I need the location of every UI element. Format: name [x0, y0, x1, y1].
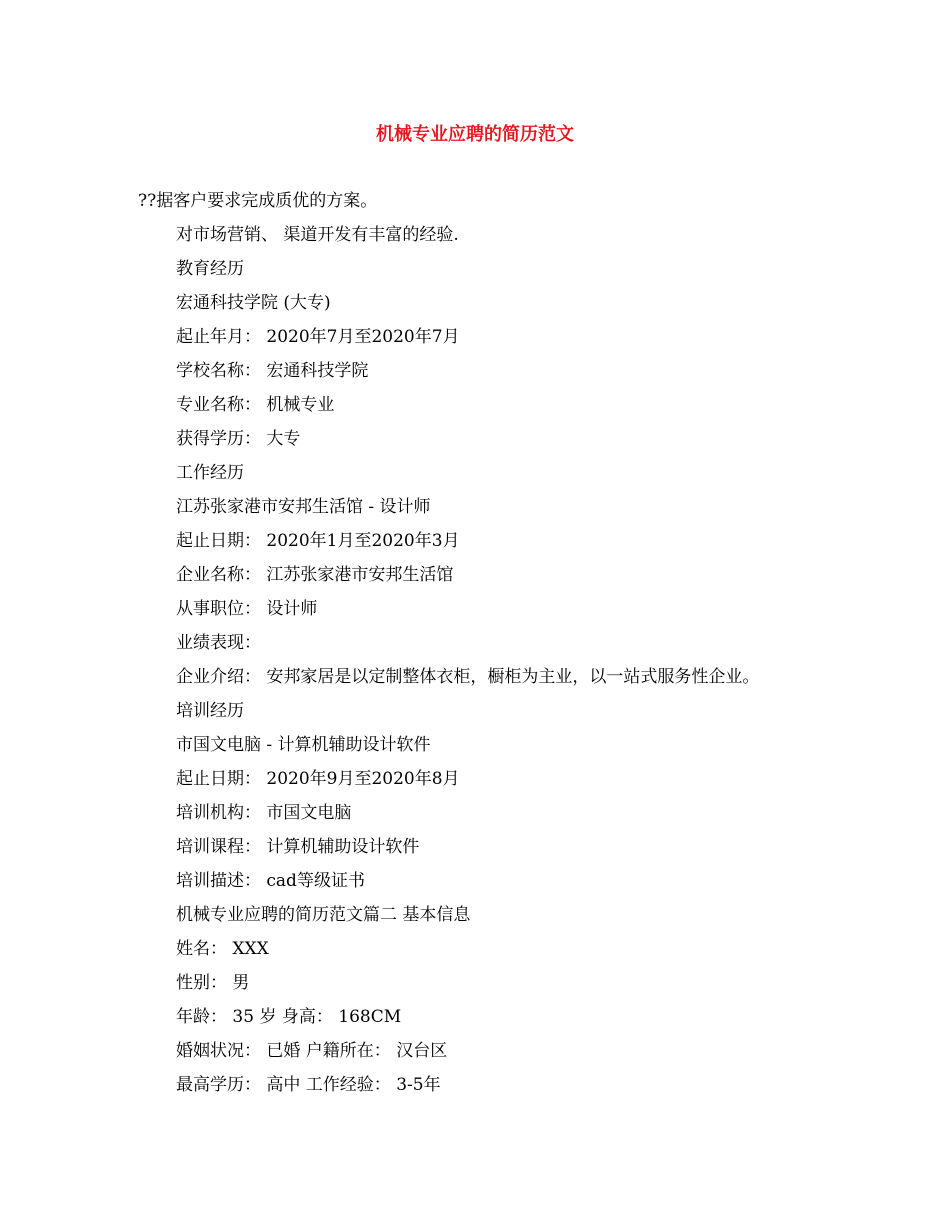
body-line: 姓名： XXX	[176, 939, 269, 959]
body-line: 获得学历： 大专	[176, 429, 301, 449]
body-line: 婚姻状况： 已婚 户籍所在： 汉台区	[176, 1041, 448, 1061]
section-heading-part-two: 机械专业应聘的简历范文篇二 基本信息	[176, 905, 471, 925]
body-line: 培训描述： cad等级证书	[176, 871, 365, 891]
body-line: 专业名称： 机械专业	[176, 395, 335, 415]
section-heading-training: 培训经历	[176, 701, 244, 721]
document-title: 机械专业应聘的简历范文	[376, 124, 574, 145]
section-heading-education: 教育经历	[176, 259, 244, 279]
body-line: 最高学历： 高中 工作经验： 3-5年	[176, 1075, 441, 1095]
section-heading-work: 工作经历	[176, 463, 244, 483]
body-line: 业绩表现：	[176, 633, 261, 653]
body-line: 学校名称： 宏通科技学院	[176, 361, 369, 381]
body-line: 市国文电脑 - 计算机辅助设计软件	[176, 735, 431, 755]
body-line: 年龄： 35 岁 身高： 168CM	[176, 1007, 402, 1027]
body-line: 起止年月： 2020年7月至2020年7月	[176, 327, 460, 347]
body-line: 培训机构： 市国文电脑	[176, 803, 352, 823]
body-line: ??据客户要求完成质优的方案。	[138, 191, 378, 211]
body-line: 培训课程： 计算机辅助设计软件	[176, 837, 420, 857]
body-line: 企业名称： 江苏张家港市安邦生活馆	[176, 565, 454, 585]
body-line: 对市场营销、 渠道开发有丰富的经验.	[176, 225, 459, 245]
body-line: 起止日期： 2020年1月至2020年3月	[176, 531, 460, 551]
body-line: 江苏张家港市安邦生活馆 - 设计师	[176, 497, 431, 517]
body-line: 企业介绍： 安邦家居是以定制整体衣柜，橱柜为主业，以一站式服务性企业。	[176, 667, 760, 687]
body-line: 从事职位： 设计师	[176, 599, 318, 619]
body-line: 宏通科技学院 (大专)	[176, 293, 331, 313]
body-line: 起止日期： 2020年9月至2020年8月	[176, 769, 460, 789]
body-line: 性别： 男	[176, 973, 250, 993]
